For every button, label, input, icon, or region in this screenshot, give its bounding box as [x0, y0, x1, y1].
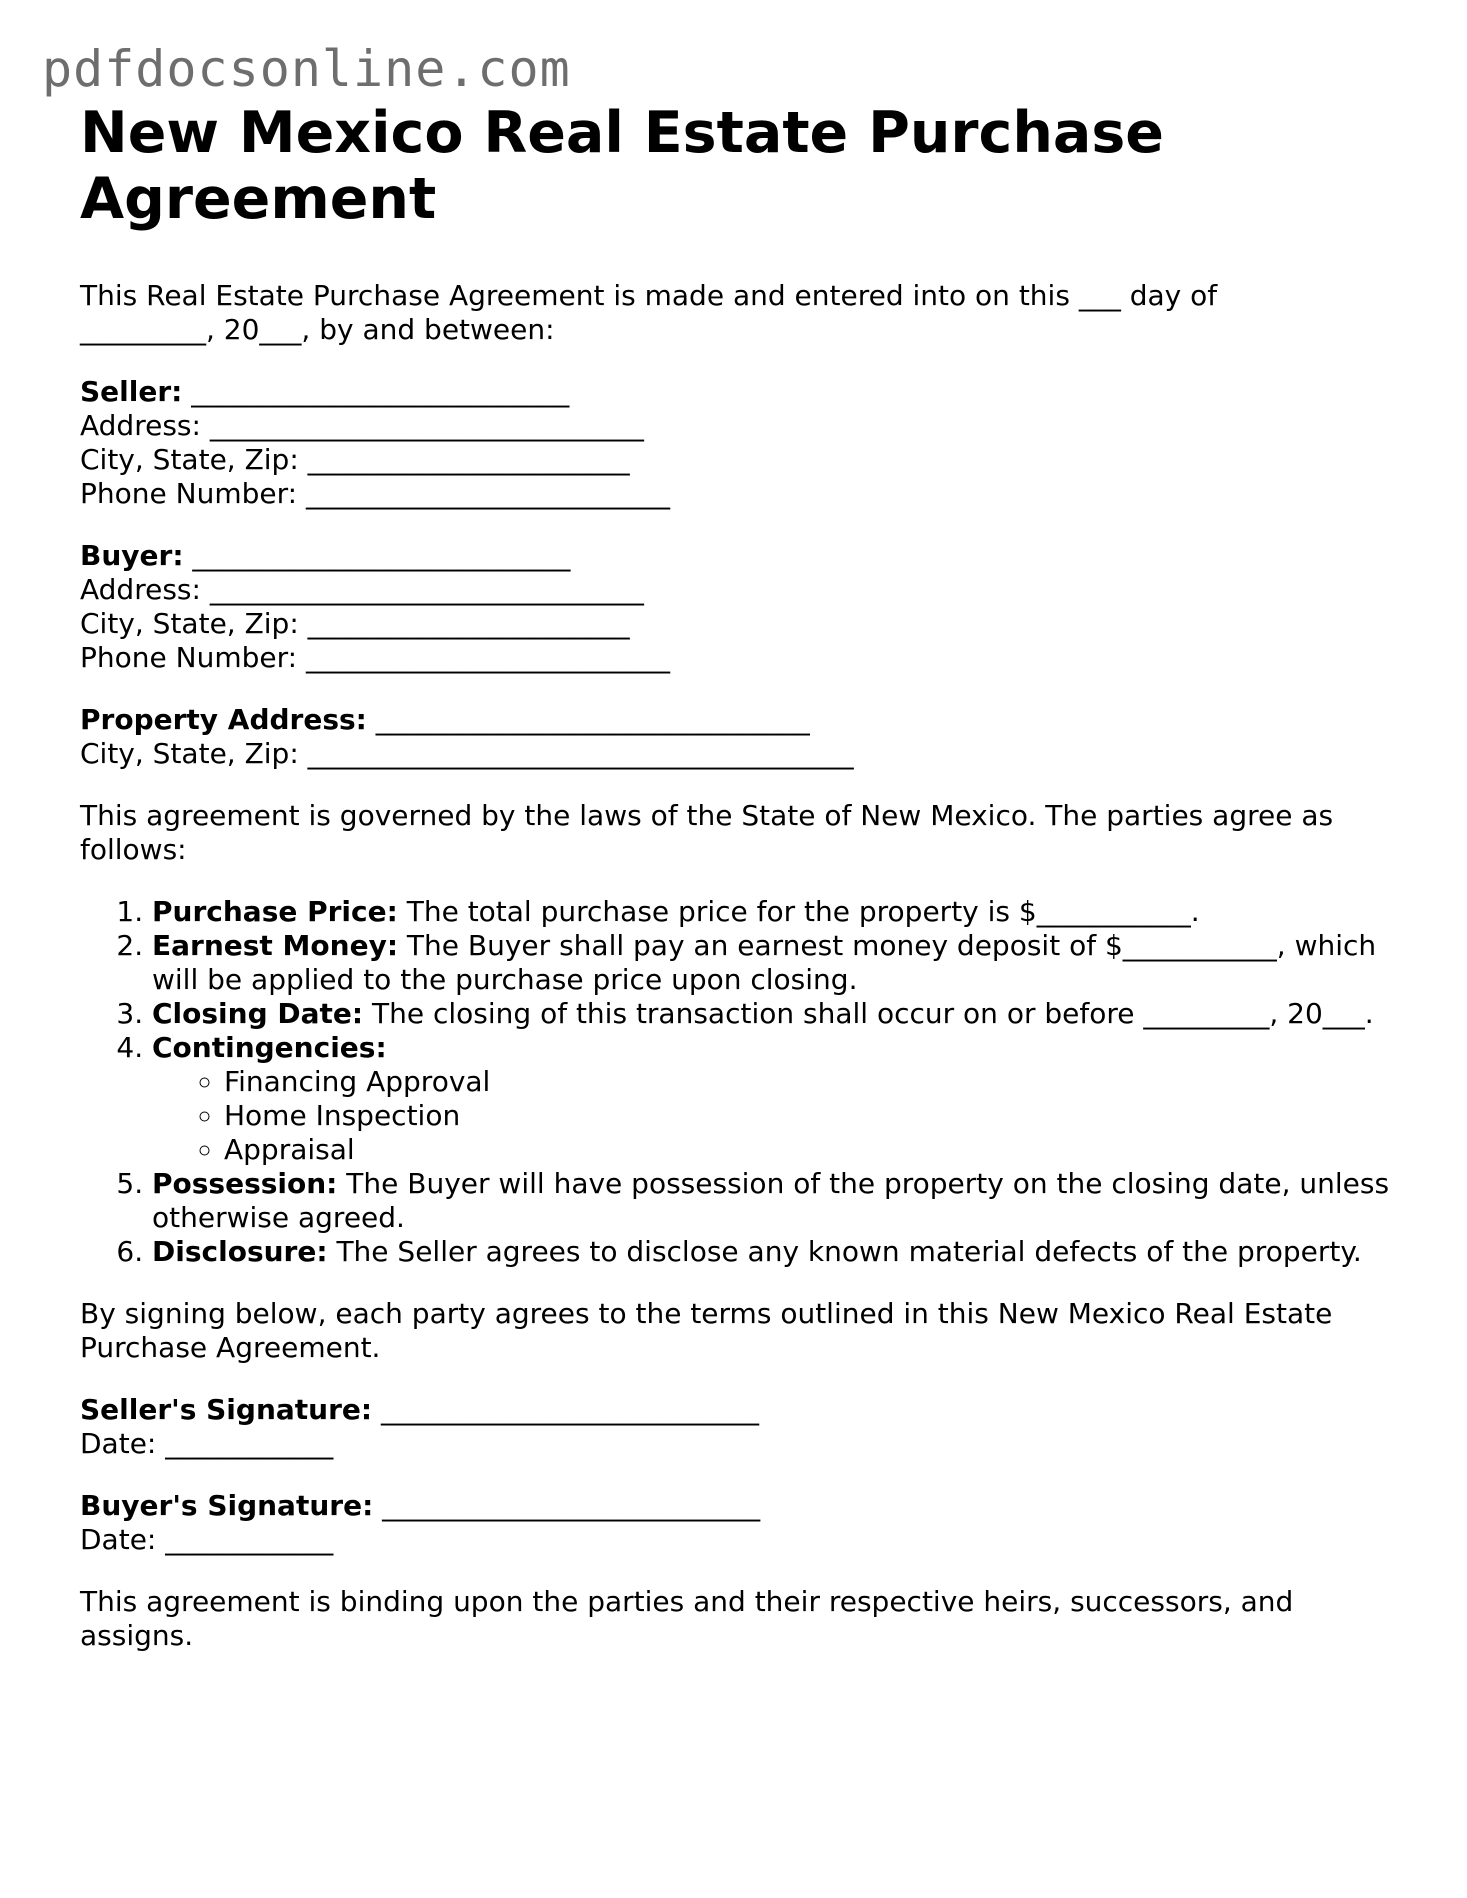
intro-paragraph [80, 279, 1400, 347]
term-purchase-price: 1. Purchase Price: The total purchase price for the property is $___________. [152, 895, 1400, 929]
seller-signature-section [80, 1393, 1400, 1461]
property-city-field[interactable]: City, State, Zip: _______________________________________ [80, 737, 854, 770]
signing-statement: By signing below, each party agrees to the terms outlined in this New Mexico Real Estate Purchase Agreement. [80, 1297, 1333, 1364]
buyer-city-field[interactable]: City, State, Zip: _______________________ [80, 607, 630, 640]
term-earnest-money: 2. Earnest Money: The Buyer shall pay an earnest money deposit of $___________, which will be applied to the purchase price upon closing. [152, 929, 1400, 997]
property-address-field[interactable]: _______________________________ [366, 703, 810, 736]
seller-section [80, 375, 1400, 511]
seller-signature-label: Seller's Signature: [80, 1393, 373, 1426]
intro-line-2: _________, 20___, by and between: [80, 313, 555, 346]
term-disclosure: 6. Disclosure: The Seller agrees to disclose any known material defects of the property. [152, 1235, 1400, 1269]
contingency-item: ◦ Home Inspection [224, 1099, 1400, 1133]
buyer-address-field[interactable]: Address: _______________________________ [80, 573, 644, 606]
term-contingencies: 4. Contingencies: ◦ Financing Approval ◦ Home Inspection ◦ Appraisal [152, 1031, 1400, 1167]
contingency-item: ◦ Financing Approval [224, 1065, 1400, 1099]
watermark: pdfdocsonline.com [42, 40, 571, 98]
buyer-phone-field[interactable]: Phone Number: __________________________ [80, 641, 670, 674]
buyer-signature-section [80, 1489, 1400, 1557]
property-section [80, 703, 1400, 771]
seller-signature-field[interactable]: ___________________________ [372, 1393, 759, 1426]
term-closing-date: 3. Closing Date: The closing of this transaction shall occur on or before _________, 20___. [152, 997, 1400, 1031]
seller-name-field[interactable]: ___________________________ [182, 375, 570, 408]
binding-clause: This agreement is binding upon the parties and their respective heirs, successors, and assigns. [80, 1585, 1294, 1652]
buyer-signature-label: Buyer's Signature: [80, 1489, 374, 1522]
seller-phone-field[interactable]: Phone Number: __________________________ [80, 477, 670, 510]
buyer-label: Buyer: [80, 539, 184, 572]
contingency-item: ◦ Appraisal [224, 1133, 1400, 1167]
buyer-date-field[interactable]: Date: ____________ [80, 1523, 334, 1556]
contingencies-list [152, 1065, 1400, 1167]
intro-line-1: This Real Estate Purchase Agreement is made and entered into on this ___ day of [80, 279, 1218, 312]
buyer-name-field[interactable]: ___________________________ [183, 539, 571, 572]
seller-address-field[interactable]: Address: _______________________________ [80, 409, 644, 442]
seller-date-field[interactable]: Date: ____________ [80, 1427, 334, 1460]
buyer-section [80, 539, 1400, 675]
terms-list [80, 895, 1400, 1269]
property-address-label: Property Address: [80, 703, 367, 736]
governing-law-paragraph: This agreement is governed by the laws of the State of New Mexico. The parties agree as follows: [80, 799, 1334, 866]
term-possession: 5. Possession: The Buyer will have possession of the property on the closing date, unless otherwise agreed. [152, 1167, 1400, 1235]
document-page [80, 100, 1400, 1653]
document-title: New Mexico Real Estate Purchase Agreement [80, 100, 1164, 232]
seller-label: Seller: [80, 375, 183, 408]
seller-city-field[interactable]: City, State, Zip: _______________________ [80, 443, 630, 476]
buyer-signature-field[interactable]: ___________________________ [373, 1489, 761, 1522]
